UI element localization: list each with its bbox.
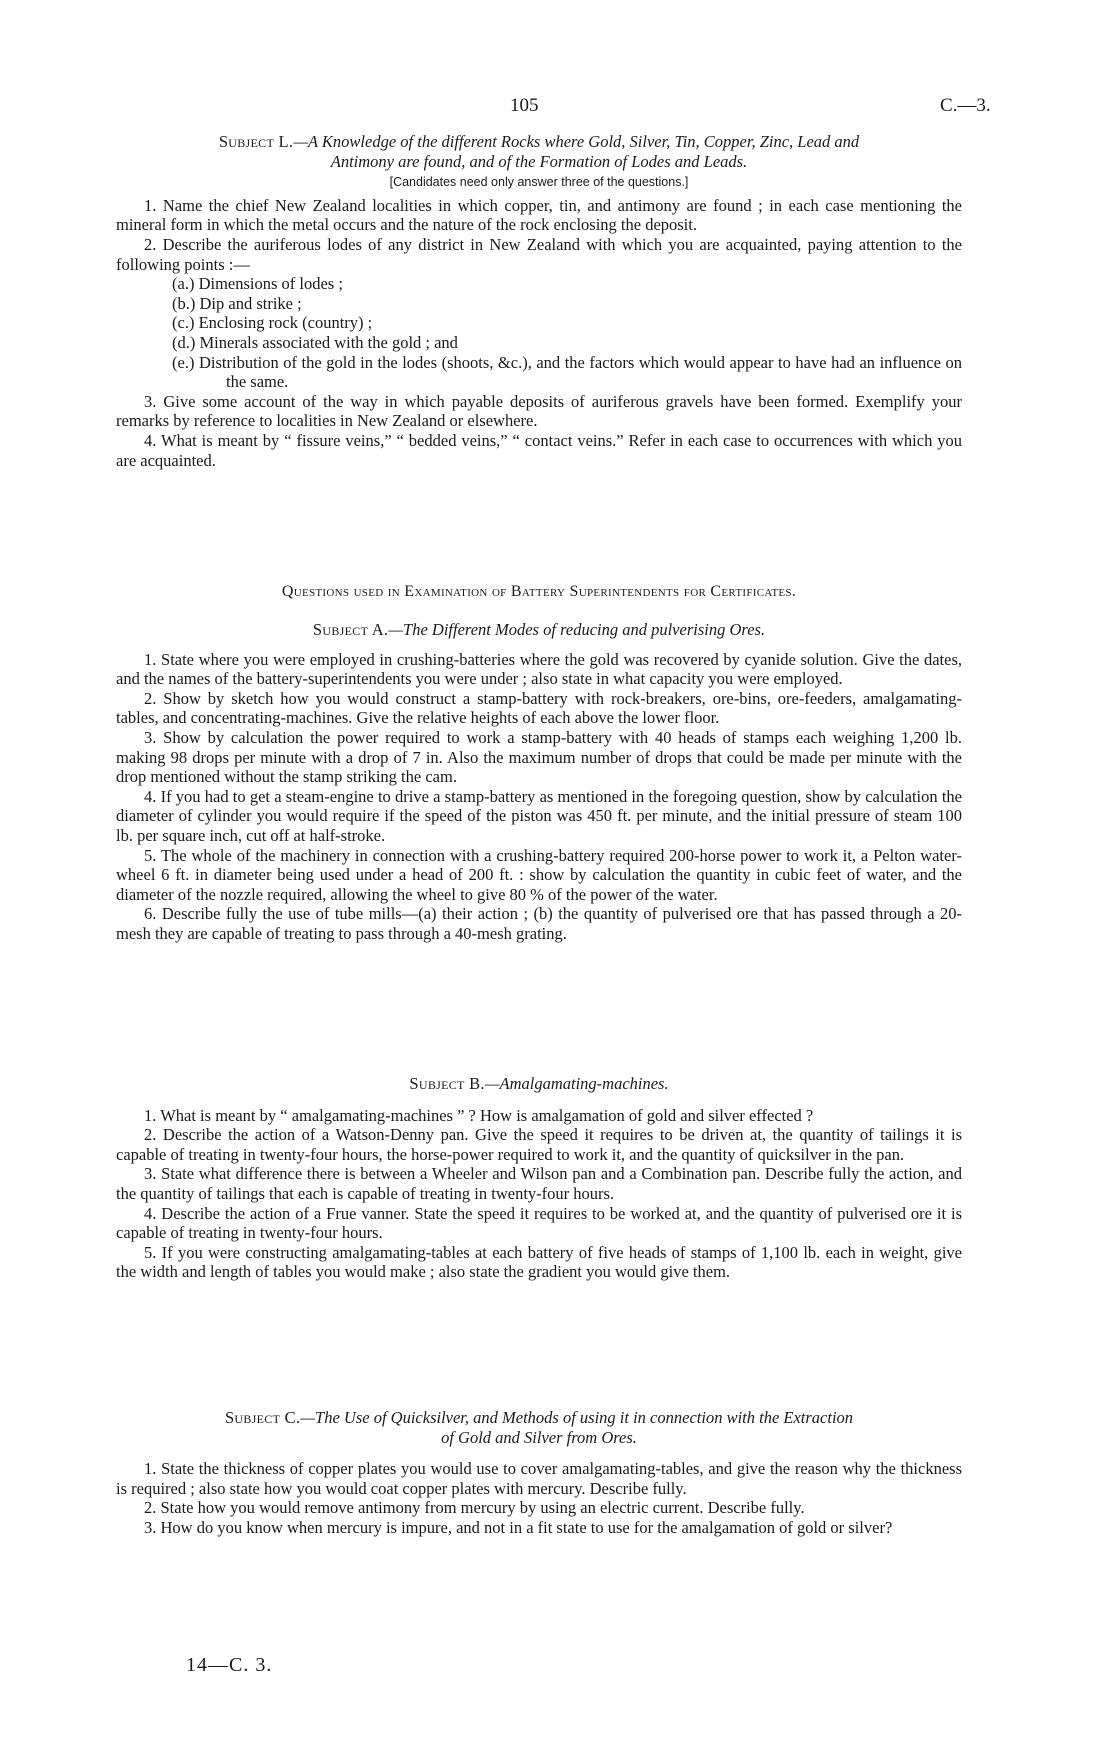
list-item: (d.) Minerals associated with the gold ; and	[172, 332, 458, 352]
list-item: (c.) Enclosing rock (country) ;	[172, 313, 373, 333]
subject-a-label: Subject A.	[312, 620, 389, 639]
list-item: (e.) Distribution of the gold in the lodes (shoots, &c.), and the factors which would appear to have had an influence on the same.	[172, 352, 962, 392]
subject-l-question-3: 3. Give some account of the way in which payable deposits of auriferous gravels have been formed. Exemplify your remarks by reference to localities in New Zealand or elsewhere.	[116, 391, 962, 431]
list-item: (a.) Dimensions of lodes ;	[172, 274, 343, 294]
subject-l-question-2: 2. Describe the auriferous lodes of any district in New Zealand with which you are acquainted, paying attention to the following points :—	[116, 234, 962, 274]
subject-b-question-1: 1. What is meant by “ amalgamating-machines ” ? How is amalgamation of gold and silver effected ?	[144, 1105, 814, 1125]
subject-c-heading	[116, 1408, 962, 1447]
subject-l-note: [Candidates need only answer three of the questions.]	[389, 175, 689, 190]
subject-a-heading	[116, 620, 962, 640]
subject-l-title-line1: —A Knowledge of the different Rocks where Gold, Silver, Tin, Copper, Zinc, Lead and	[293, 132, 860, 151]
subject-a-section	[116, 620, 962, 944]
subject-c-title-line1: —The Use of Quicksilver, and Methods of using it in connection with the Extraction	[300, 1408, 854, 1427]
subject-l-label: Subject L.	[218, 132, 294, 151]
subject-c-question-3: 3. How do you know when mercury is impure, and not in a fit state to use for the amalgamation of gold or silver?	[144, 1517, 893, 1537]
subject-l-heading	[116, 132, 962, 171]
footer-signature-code: 14—C. 3.	[186, 1654, 273, 1676]
subject-l-question-1: 1. Name the chief New Zealand localities in which copper, tin, and antimony are found ; in each case mentioning the mineral form in which the metal occurs and the nature of the rock enclosing the deposit.	[116, 195, 962, 235]
subject-l-title-line2: Antimony are found, and of the Formation of Lodes and Leads.	[330, 151, 748, 171]
subject-c-question-1: 1. State the thickness of copper plates you would use to cover amalgamating-tables, and give the reason why the thickness is required ; also state how you would coat copper plates with mercury. Describe fully.	[116, 1459, 962, 1498]
subject-c-label: Subject C.	[224, 1408, 301, 1427]
subject-a-question-4: 4. If you had to get a steam-engine to drive a stamp-battery as mentioned in the foregoing question, show by calculation the diameter of cylinder you would require if the speed of the piston was 450 ft. per minute, and the initial pressure of steam 100 lb. per square inch, cut off at half-stroke.	[116, 786, 962, 845]
subject-l-question-4: 4. What is meant by “ fissure veins,” “ bedded veins,” “ contact veins.” Refer in each case to occurrences with which you are acquainted.	[116, 430, 962, 470]
subject-a-question-3: 3. Show by calculation the power required to work a stamp-battery with 40 heads of stamps each weighing 1,200 lb. making 98 drops per minute with a drop of 7 in. Also the maximum number of drops that could be made per minute with the drop mentioned without the stamp striking the cam.	[116, 727, 962, 787]
subject-b-question-5: 5. If you were constructing amalgamating-tables at each battery of five heads of stamps of 1,100 lb. each in weight, give the width and length of tables you would make ; also state the gradient you would give them.	[116, 1242, 962, 1282]
subject-a-question-1: 1. State where you were employed in crushing-batteries where the gold was recovered by cyanide solution. Give the dates, and the names of the battery-superintendents you were under ; also state in what capacity you were employed.	[116, 649, 962, 689]
battery-section-title: Questions used in Examination of Battery Superintendents for Certificates.	[281, 583, 797, 600]
battery-section	[116, 582, 962, 602]
subject-b-section	[116, 1074, 962, 1282]
subject-c-section	[116, 1408, 962, 1538]
page-number: 105	[510, 95, 539, 116]
document-reference: C.—3.	[940, 95, 991, 116]
subject-l-section	[116, 132, 962, 470]
subject-a-question-5: 5. The whole of the machinery in connection with a crushing-battery required 200-horse power to work it, a Pelton water-wheel 6 ft. in diameter being used under a head of 200 ft. : show by calculation the quantity in cubic feet of water, and the diameter of the nozzle required, allowing the wheel to give 80 % of the power of the water.	[116, 845, 962, 904]
subject-c-title-line2: of Gold and Silver from Ores.	[441, 1427, 637, 1447]
list-item: (b.) Dip and strike ;	[172, 293, 302, 313]
subject-a-question-2: 2. Show by sketch how you would construct a stamp-battery with rock-breakers, ore-bins, ore-feeders, amalgamating-tables, and concentrating-machines. Give the relative heights of each above the lower floor.	[116, 688, 962, 728]
subject-b-question-3: 3. State what difference there is between a Wheeler and Wilson pan and a Combination pan. Describe fully the action, and the quantity of tailings that each is capable of treating in twenty-four hours.	[116, 1164, 962, 1203]
subject-a-title: —The Different Modes of reducing and pulverising Ores.	[388, 620, 766, 639]
subject-c-question-2: 2. State how you would remove antimony from mercury by using an electric current. Describe fully.	[144, 1498, 805, 1518]
subject-b-heading	[116, 1074, 962, 1094]
subject-b-title: —Amalgamating-machines.	[484, 1074, 669, 1093]
subject-b-question-4: 4. Describe the action of a Frue vanner. State the speed it requires to be worked at, and the quantity of pulverised ore it is capable of treating in twenty-four hours.	[116, 1203, 962, 1243]
page-header	[0, 96, 1114, 120]
subject-l-question-2-points	[116, 274, 962, 392]
subject-b-question-2: 2. Describe the action of a Watson-Denny pan. Give the speed it requires to be driven at, the quantity of tailings it is capable of treating in twenty-four hours, the horse-power required to work it, and the quantity of quicksilver in the pan.	[116, 1125, 962, 1164]
subject-a-question-6: 6. Describe fully the use of tube mills—(a) their action ; (b) the quantity of pulverised ore that has passed through a 20-mesh they are capable of treating to pass through a 40-mesh grating.	[116, 904, 962, 943]
subject-b-label: Subject B.	[409, 1074, 485, 1093]
